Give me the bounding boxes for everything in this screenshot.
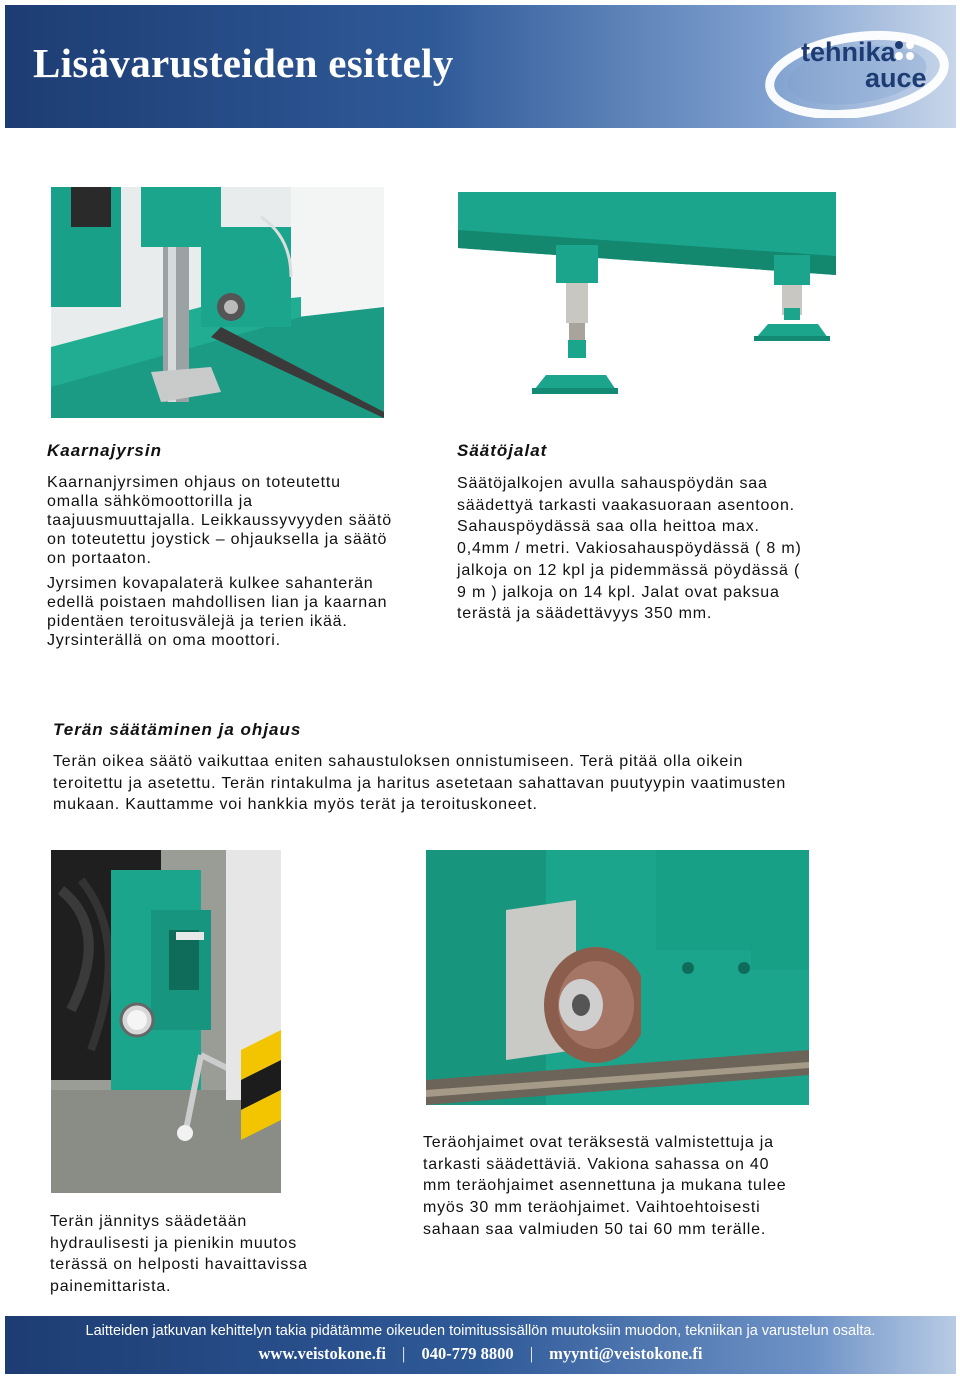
kaarnajyrsin-paragraph-1: Kaarnanjyrsimen ohjaus on toteutettu omalla sähkömoottorilla ja taajuusmuuttajalla. Leikkaussyvyyden säätö on toteutettu joystick – ohjauksella ja säätö on portaaton. [47,474,392,567]
teraohjaimet-paragraph: Teräohjaimet ovat teräksestä valmistettuja ja tarkasti säädettäviä. Vakiona sahassa on 40 mm teräohjaimet asennettuna ja mukana tulee myös 30 mm teräohjaimet. Vaihtoehtoisesti sahaan saa valmiuden 50 tai 60 mm terälle. [423,1134,787,1238]
footer-website-link[interactable]: www.veistokone.fi [258,1344,386,1363]
footer-phone[interactable]: 040-779 8800 [421,1344,514,1363]
logo-text-line2: auce [865,63,927,93]
footer-email-link[interactable]: myynti@veistokone.fi [549,1344,703,1363]
teran-jannitys-photo [51,850,281,1193]
footer-separator: | [529,1344,534,1363]
footer-separator: | [402,1344,406,1363]
saatojalat-heading: Säätöjalat [457,441,548,460]
page-header [5,5,956,128]
saatojalat-photo [456,190,836,400]
kaarnajyrsin-paragraph-2: Jyrsimen kovapalaterä kulkee sahanterän edellä poistaen mahdollisen lian ja kaarnan pidentäen teroitusvälejä ja terien ikää. Jyrsinterällä on oma moottori. [47,575,388,649]
teran-jannitys-paragraph: Terän jännitys säädetään hydraulisesti ja pienikin muutos terässä on helposti havaittavissa painemittarista. [50,1213,308,1296]
teran-saataminen-paragraph: Terän oikea säätö vaikuttaa eniten sahaustuloksen onnistumiseen. Terä pitää olla oikein teroitettu ja asetettu. Terän rintakulma ja haritus asetetaan sahattavan puutyypin vaatimusten mukaan. Kauttamme voi hankkia myös terät ja teroituskoneet. [53,753,787,813]
kaarnajyrsin-heading: Kaarnajyrsin [47,441,162,460]
footer-contact [5,1344,956,1364]
kaarnajyrsin-photo [51,187,384,418]
company-logo [765,23,955,118]
saatojalat-paragraph: Säätöjalkojen avulla sahauspöydän saa säädettyä tarkasti vaakasuoraan asentoon. Sahauspöydässä saa olla heittoa max. 0,4mm / metri. Vakiosahauspöydässä ( 8 m) jalkoja on 12 kpl ja pidemmässä pöydässä ( 9 m ) jalkoja on 14 kpl. Jalat ovat paksua terästä ja säädettävyys 350 mm. [457,475,802,623]
page-title: Lisävarusteiden esittely [33,40,454,86]
teraohjaimet-photo [426,850,809,1105]
teran-saataminen-heading: Terän säätäminen ja ohjaus [53,720,302,739]
footer-notice: Laitteiden jatkuvan kehittelyn takia pidätämme oikeuden toimitussisällön muutoksiin muodon, tekniikan ja varustelun osalta. [85,1323,876,1339]
logo-text-line1: tehnika [801,37,896,67]
page-footer [5,1316,956,1374]
